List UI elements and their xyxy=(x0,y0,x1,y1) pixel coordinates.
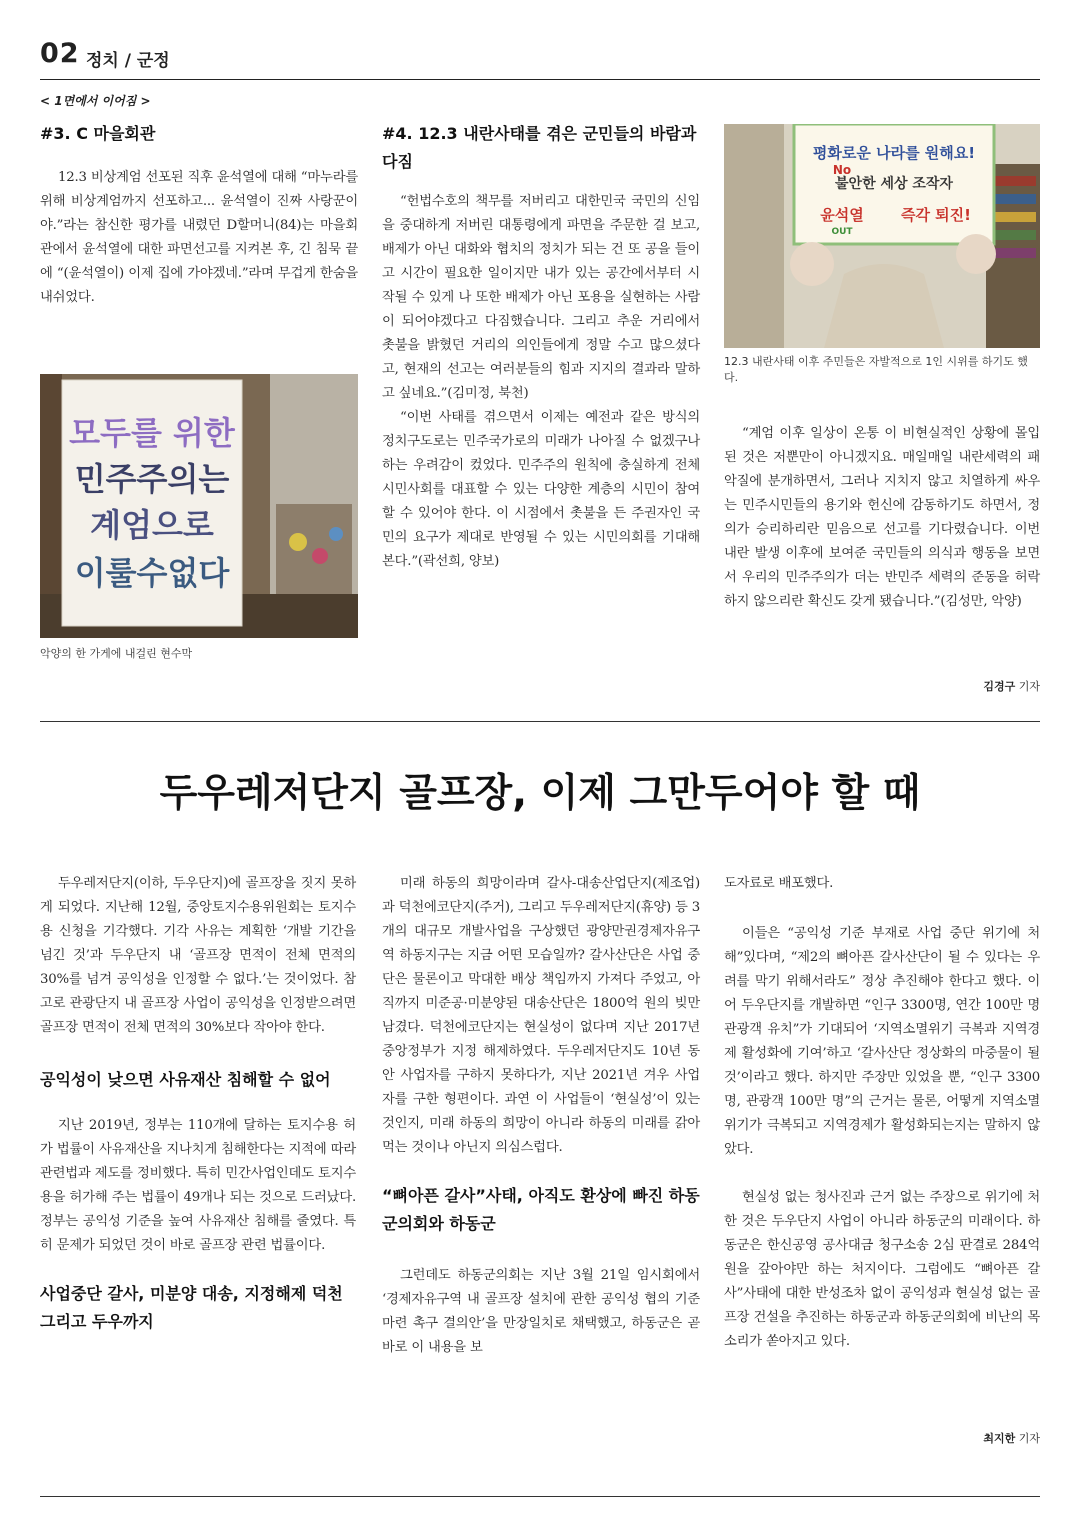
banner-photo-caption: 악양의 한 가게에 내걸린 현수막 xyxy=(40,647,193,660)
sign-line-1: 평화로운 나라를 원해요! xyxy=(812,144,976,162)
lead-line: 도자료로 배포했다. xyxy=(724,876,834,891)
banner-line-4: 이룰수없다 xyxy=(74,554,230,592)
article2-col1-body-2 xyxy=(40,1114,356,1258)
article2-byline-role: 기자 xyxy=(1015,1432,1040,1445)
article1-col3-body xyxy=(724,422,1040,614)
article1-byline xyxy=(983,678,1040,694)
article1-col2 xyxy=(382,120,700,574)
paragraph: “이번 사태를 겪으면서 이제는 예전과 같은 방식의 정치구도로는 민주국가로의 미래가 나아질 수 없겠구나 하는 우려감이 컸었다. 민주주의 원칙에 충실하게 전체 시민사회를 대표할 수 있는 다양한 계층의 시민이 참여할 수 있어야 한다. 이 시점에서 촛불을 든 주권자인 국민의 요구가 제대로 반영될 수 있는 시민의회를 기대해 본다.”(곽선희, 양보) xyxy=(382,410,700,569)
article2-col3 xyxy=(724,872,1040,1354)
article-divider xyxy=(40,721,1040,722)
article2-col1 xyxy=(40,872,356,1336)
paragraph: “헌법수호의 책무를 저버리고 대한민국 국민의 신임을 중대하게 저버린 대통령에게 파면을 주문한 걸 보고, 배제가 아닌 대화와 협치의 정치가 되는 건 또 공을 들이고 시간이 필요한 일이지만 내가 있는 공간에서부터 시작될 수 있게 나 또한 배제가 아닌 포용을 실현하는 사람이 되어야겠다고 다짐했습니다. 그리고 추운 거리에서 촛불을 밝혔던 거리의 의인들에게 정말 수고 많으셨다고, 현재의 선고는 여러분들의 힘과 지지의 결과라 말하고 싶네요.”(김미정, 북천) xyxy=(382,194,700,401)
paragraph: 미래 하동의 희망이라며 갈사-대송산업단지(제조업)과 덕천에코단지(주거), 그리고 두우레저단지(휴양) 등 3개의 대규모 개발사업을 구상했던 광양만권경제자유구역 하동지구는 지금 어떤 모습일까? 갈사산단은 사업 중단은 물론이고 막대한 배상 책임까지 가져다 주었고, 아직까지 미준공·미분양된 대송산단은 1800억 원의 빚만 남겼다. 덕천에코단지는 현실성이 없다며 지난 2017년 중앙정부가 지정 해제하였다. 두우레저단지도 10년 동안 사업자를 구하지 못하다가, 지난 2021년 겨우 사업자를 구한 형편이다. 과연 이 사업들이 ‘현실성’이 있는 것인지, 미래 하동의 희망이 아니라 하동의 미래를 갉아먹는 것이나 아닌지 의심스럽다. xyxy=(382,876,700,1155)
article1-byline-role: 기자 xyxy=(1015,680,1040,693)
continued-note: < 1면에서 이어짐 > xyxy=(40,94,151,108)
banner-line-3: 계엄으로 xyxy=(90,506,214,544)
article2-col2 xyxy=(382,872,700,1360)
article1-col1-heading: #3. C 마을회관 xyxy=(40,124,156,143)
paragraph: 이들은 “공익성 기준 부재로 사업 중단 위기에 처해”있다며, “제2의 뼈아픈 갈사산단이 될 수 있다는 우려를 막기 위해서라도” 정상 추진해야 한다고 했다. 이어 두우단지를 개발하면 “인구 3300명, 연간 100만 명 관광객 유치”가 기대되어 ‘지역소멸위기 극복과 지역경제 활성화에 기여’하고 ‘갈사산단 정상화의 마중물이 될 것’이라고 했다. 하지만 주장만 있었을 뿐, “인구 3300명, 관광객 100만 명”의 근거는 물론, 어떻게 지역소멸위기가 극복되고 지역경제가 활성화되는지는 말하지 않았다. xyxy=(724,926,1040,1157)
article2-col3-body-2 xyxy=(724,1186,1040,1354)
article1-col3 xyxy=(724,422,1040,614)
banner-line-2: 민주주의는 xyxy=(74,460,230,498)
sign-right: 즉각 퇴진! xyxy=(900,206,972,224)
article1-col2-heading: #4. 12.3 내란사태를 겪은 군민들의 바람과 다짐 xyxy=(382,124,697,171)
article2-col1-body xyxy=(40,872,356,1040)
article1-col1-body xyxy=(40,166,358,310)
banner-photo xyxy=(40,374,358,638)
banner-photo-illustration xyxy=(40,374,358,638)
article2-subhead-1: 공익성이 낮으면 사유재산 침해할 수 없어 xyxy=(40,1070,331,1089)
article2-byline-name: 최지한 xyxy=(983,1432,1016,1445)
paragraph: 그런데도 하동군의회는 지난 3월 21일 임시회에서 ‘경제자유구역 내 골프장 설치에 관한 공익성 협의 기준 마련 촉구 결의안’을 만장일치로 채택했고, 하동군은 곧바로 이 내용을 보 xyxy=(382,1268,700,1355)
masthead xyxy=(40,36,1040,80)
article2-col3-body xyxy=(724,922,1040,1162)
sign-line-2: 불안한 세상 조작자 xyxy=(835,176,953,192)
article2-byline xyxy=(983,1430,1040,1446)
article2-col2-body xyxy=(382,872,700,1160)
sign-left: 윤석열 xyxy=(820,206,864,224)
banner-line-1: 모두를 위한 xyxy=(69,414,235,452)
sign-out: OUT xyxy=(831,227,853,237)
section-title: 정치 / 군정 xyxy=(86,51,170,71)
article2-subhead-3: “뼈아픈 갈사”사태, 아직도 환상에 빠진 하동군의회와 하동군 xyxy=(382,1186,700,1233)
article2-headline: 두우레저단지 골프장, 이제 그만두어야 할 때 xyxy=(159,771,921,816)
paragraph: 지난 2019년, 정부는 110개에 달하는 토지수용 허가 법률이 사유재산을 지나치게 침해한다는 지적에 따라 관련법과 제도를 정비했다. 특히 민간사업인데도 토지수용을 허가해 주는 법률이 49개나 되는 것으로 드러났다. 정부는 공익성 기준을 높여 사유재산 침해를 줄였다. 특히 문제가 되었던 것이 바로 골프장 관련 법률이다. xyxy=(40,1118,356,1253)
protest-photo xyxy=(724,124,1040,348)
article1-byline-name: 김경구 xyxy=(983,680,1016,693)
article1-col2-body xyxy=(382,190,700,574)
article2-subhead-2: 사업중단 갈사, 미분양 대송, 지정해제 덕천 그리고 두우까지 xyxy=(40,1284,343,1331)
page-number: 02 xyxy=(40,38,80,69)
article1-col1 xyxy=(40,120,358,310)
protest-photo-illustration xyxy=(724,124,1040,348)
paragraph: “계엄 이후 일상이 온통 이 비현실적인 상황에 몰입된 것은 저뿐만이 아니겠지요. 매일매일 내란세력의 패악질에 분개하면서, 그러나 지치지 않고 치열하게 싸우는 민주시민들의 용기와 헌신에 감동하기도 하면서, 정의가 승리하리란 믿음으로 선고를 기다렸습니다. 이번 내란 발생 이후에 보여준 국민들의 의식과 행동을 보면서 우리의 민주주의가 더는 반민주 세력의 준동을 허락하지 않으리란 확신도 갖게 됐습니다.”(김성만, 악양) xyxy=(724,426,1040,609)
sign-no: No xyxy=(832,163,852,177)
paragraph: 두우레저단지(이하, 두우단지)에 골프장을 짓지 못하게 되었다. 지난해 12월, 중앙토지수용위원회는 토지수용 신청을 기각했다. 기각 사유는 계획한 ‘개발 기간을 넘긴 것’과 두우단지 내 ‘골프장 면적이 전체 면적의 30%를 넘겨 공익성을 인정할 수 없다.’는 것이었다. 참고로 관광단지 내 골프장 사업이 공익성을 인정받으려면 골프장 면적이 전체 면적의 30%보다 작아야 한다. xyxy=(40,876,356,1035)
article2-col2-body-2 xyxy=(382,1264,700,1360)
article2-col3-lead xyxy=(724,872,1040,896)
bottom-rule xyxy=(40,1496,1040,1497)
protest-photo-caption: 12.3 내란사태 이후 주민들은 자발적으로 1인 시위를 하기도 했다. xyxy=(724,355,1028,384)
paragraph: 현실성 없는 청사진과 근거 없는 주장으로 위기에 처한 것은 두우단지 사업이 아니라 하동군의 미래이다. 하동군은 한신공영 공사대금 청구소송 2심 판결로 284억 원을 갚아야만 하는 처지이다. 그럼에도 “뼈아픈 갈사”사태에 대한 반성조차 없이 공익성과 현실성 없는 골프장 건설을 추진하는 하동군과 하동군의회에 비난의 목소리가 쏟아지고 있다. xyxy=(724,1190,1040,1349)
paragraph: 12.3 비상계엄 선포된 직후 윤석열에 대해 “마누라를 위해 비상계엄까지 선포하고... 윤석열이 진짜 사랑꾼이야.”라는 참신한 평가를 내렸던 D할머니(84)는 마을회관에서 윤석열에 대한 파면선고를 지켜본 후, 긴 침묵 끝에 “(윤석열이) 이제 집에 가야겠네.”라며 무겁게 한숨을 내쉬었다. xyxy=(40,170,358,305)
